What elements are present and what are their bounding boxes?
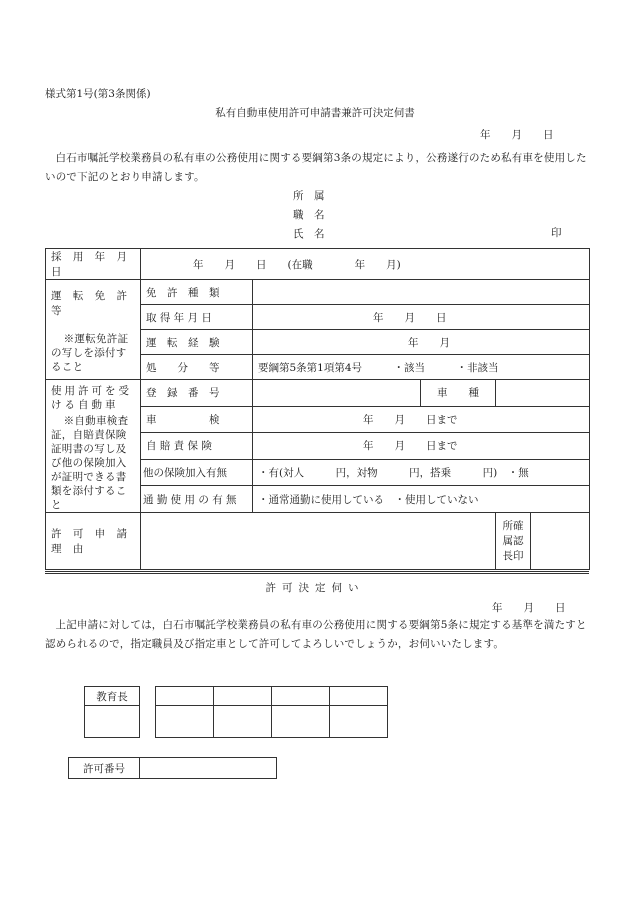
other-insurance-field[interactable]: ・有(対人 円，対物 円，搭乗 円) ・無 [253, 459, 590, 486]
approval-seal-cell[interactable] [156, 706, 214, 738]
position-label: 職 名 [293, 209, 325, 221]
commute-label: 通 勤 使 用 の 有 無 [141, 486, 253, 513]
license-note: ※運転免許証の写しを添付すること [51, 333, 129, 373]
application-date: 年 月 日 [480, 129, 554, 141]
decision-paragraph: 上記申請に対しては，白石市嘱託学校業務員の私有車の公務使用に関する要綱第5条に規定する基準を満たすと認められるので，指定職員及び指定車として許可してよろしいでしょうか，お伺いいたします。 [45, 619, 587, 650]
vehicle-group [46, 380, 141, 513]
penalty-field[interactable]: 要綱第5条第1項第4号 ・該当 ・非該当 [253, 355, 590, 380]
reg-no-field[interactable] [253, 380, 421, 407]
hire-date-field[interactable]: 年 月 日 (在職 年 月) [141, 249, 590, 280]
experience-label: 運 転 経 験 [141, 330, 253, 355]
approval-header-cell [330, 687, 388, 706]
form-number: 様式第1号(第3条関係) [45, 88, 151, 100]
license-date-field[interactable]: 年 月 日 [253, 305, 590, 330]
reason-field[interactable] [141, 513, 496, 570]
license-date-label: 取 得 年 月 日 [141, 305, 253, 330]
approval-seal-cell[interactable] [330, 706, 388, 738]
other-insurance-label: 他の保険加入有無 [141, 459, 253, 486]
decision-date: 年 月 日 [492, 602, 566, 614]
commute-field[interactable]: ・通常通勤に使用している ・使用していない [253, 486, 590, 513]
permit-number-field[interactable] [140, 758, 277, 779]
approval-header-cell [156, 687, 214, 706]
seal-mark: 印 [551, 227, 562, 239]
car-type-field[interactable] [496, 380, 590, 407]
section-divider [45, 571, 589, 574]
reason-label: 許 可 申 請 理 由 [46, 513, 141, 570]
license-type-field[interactable] [253, 280, 590, 305]
superintendent-label: 教育長 [85, 687, 140, 706]
confirm-seal-label: 所確 属認 長印 [496, 513, 531, 570]
applicant-block [293, 187, 325, 244]
intro-paragraph: 白石市嘱託学校業務員の私有車の公務使用に関する要綱第3条の規定により，公務遂行のため私有車を使用したいので下記のとおり申請します。 [45, 152, 587, 183]
car-type-label: 車 種 [421, 380, 496, 407]
license-type-label: 免 許 種 類 [141, 280, 253, 305]
cali-label: 自 賠 責 保 険 [141, 433, 253, 460]
approval-seal-grid [155, 686, 388, 738]
vehicle-label: 使用許可を受ける自動車 [51, 385, 132, 411]
inspection-label: 車 検 [141, 406, 253, 433]
permit-number-label: 許可番号 [69, 758, 140, 779]
affiliation-label: 所 属 [293, 190, 325, 202]
approval-seal-cell[interactable] [214, 706, 272, 738]
experience-field[interactable]: 年 月 [253, 330, 590, 355]
superintendent-seal-field[interactable] [85, 706, 140, 738]
permit-number-box [68, 757, 277, 779]
approval-header-cell [272, 687, 330, 706]
cali-field[interactable]: 年 月 日まで [253, 433, 590, 460]
penalty-label: 処 分 等 [141, 355, 253, 380]
superintendent-approval-box [84, 686, 140, 738]
license-label: 運 転 免 許 等 [51, 290, 132, 317]
application-table [45, 248, 590, 570]
hire-date-label: 採 用 年 月 日 [46, 249, 141, 280]
reg-no-label: 登 録 番 号 [141, 380, 253, 407]
name-label: 氏 名 [293, 228, 325, 240]
document-title: 私有自動車使用許可申請書兼許可決定伺書 [215, 107, 415, 119]
confirm-seal-field[interactable] [531, 513, 590, 570]
decision-title: 許可決定伺い [265, 582, 365, 594]
inspection-field[interactable]: 年 月 日まで [253, 406, 590, 433]
approval-header-cell [214, 687, 272, 706]
approval-seal-cell[interactable] [272, 706, 330, 738]
license-group [46, 280, 141, 380]
vehicle-note: ※自動車検査証，自賠責保険証明書の写し及び他の保険加入が証明できる書類を添付すること [51, 415, 129, 511]
